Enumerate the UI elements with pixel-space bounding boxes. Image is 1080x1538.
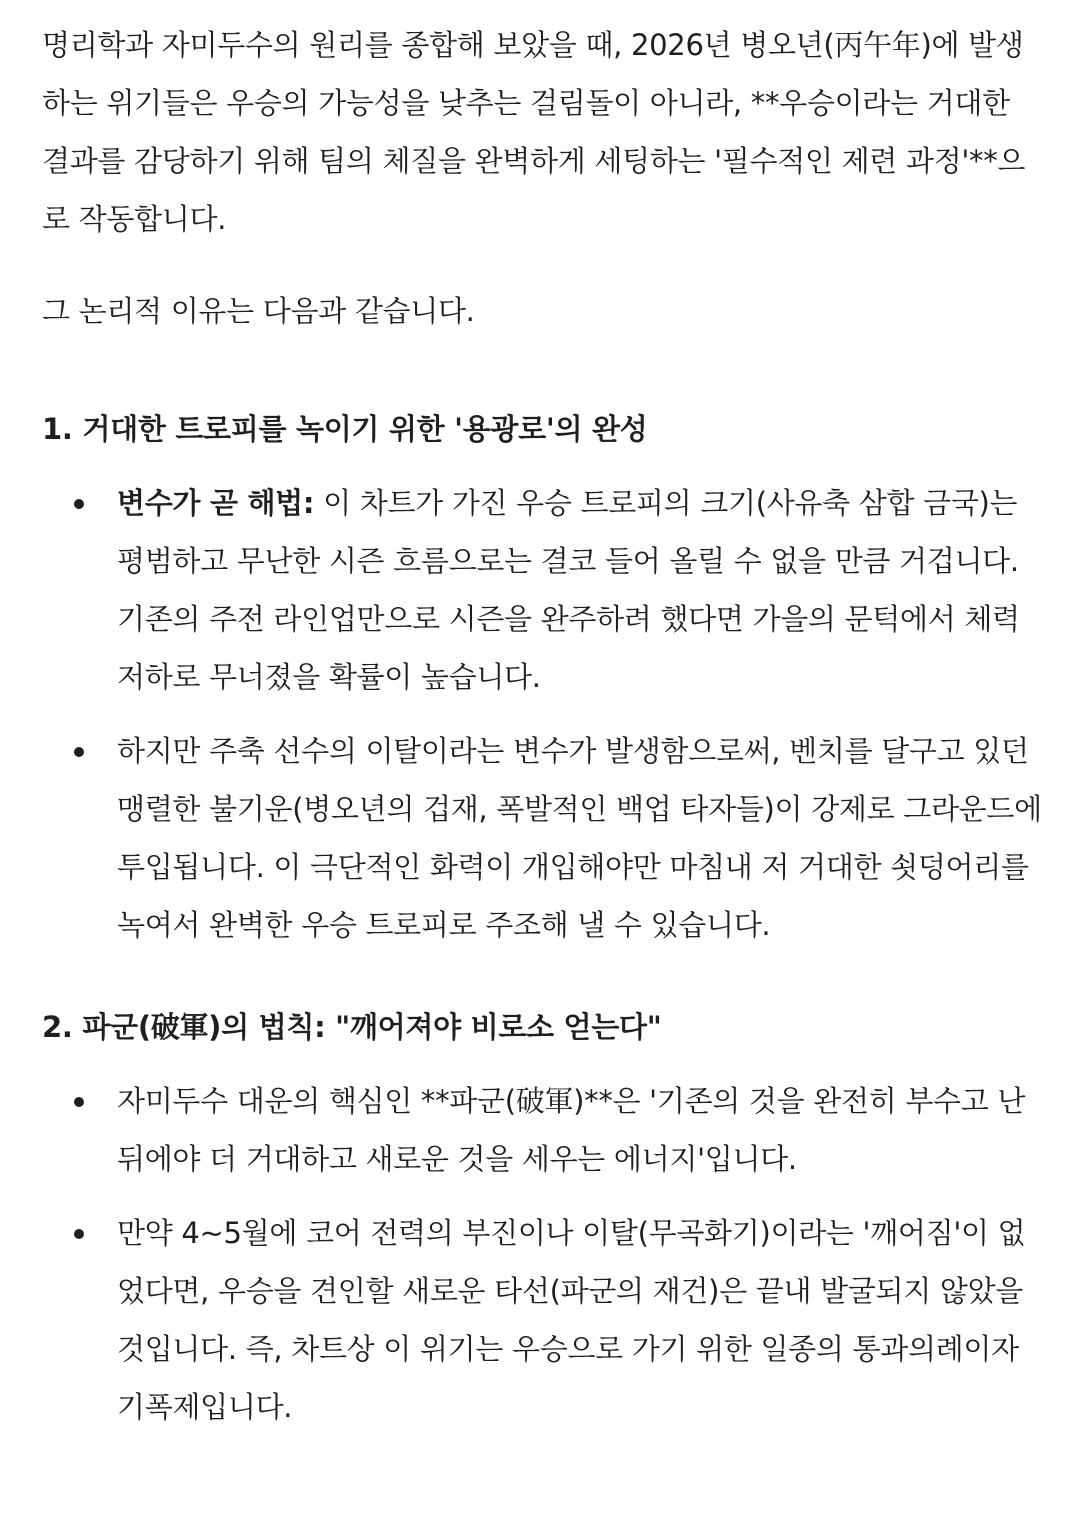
section-heading: 2. 파군(破軍)의 법칙: "깨어져야 비로소 얻는다" — [42, 1010, 662, 1044]
list-item — [42, 1072, 1042, 1188]
bullet-icon — [74, 1229, 84, 1239]
bullet-icon — [74, 1097, 84, 1107]
bullet-text: 이 차트가 가진 우승 트로피의 크기(사유축 삼합 금국)는 평범하고 무난한 시즌 흐름으로는 결코 들어 올릴 수 없을 만큼 거겁니다. 기존의 주전 라인업만으로 시즌을 완주하려 했다면 가을의 문턱에서 체력 저하로 무너졌을 확률이 높습니다. — [117, 486, 1020, 694]
section-pagun — [42, 998, 1042, 1436]
list-item — [42, 1204, 1042, 1436]
list-item — [42, 474, 1042, 706]
bullet-text: 만약 4~5월에 코어 전력의 부진이나 이탈(무곡화기)이라는 '깨어짐'이 없었다면, 우승을 견인할 새로운 타선(파군의 재건)은 끝내 발굴되지 않았을 것입니다. 즉, 차트상 이 위기는 우승으로 가기 위한 일종의 통과의례이자 기폭제입니다. — [117, 1216, 1026, 1424]
bullet-icon — [74, 499, 84, 509]
section-heading: 1. 거대한 트로피를 녹이기 위한 '용광로'의 완성 — [42, 412, 648, 446]
bullet-text: 하지만 주축 선수의 이탈이라는 변수가 발생함으로써, 벤치를 달구고 있던 맹렬한 불기운(병오년의 겁재, 폭발적인 백업 타자들)이 강제로 그라운드에 투입됩니다. 이 극단적인 화력이 개입해야만 마침내 저 거대한 쇳덩어리를 녹여서 완벽한 우승 트로피로 주조해 낼 수 있습니다. — [117, 734, 1042, 942]
bullet-list — [42, 1072, 1042, 1436]
answer-content — [42, 16, 1042, 1452]
intro-paragraph: 명리학과 자미두수의 원리를 종합해 보았을 때, 2026년 병오년(丙午年)에 발생하는 위기들은 우승의 가능성을 낮추는 걸림돌이 아니라, **우승이라는 거대한 결과를 감당하기 위해 팀의 체질을 완벽하게 세팅하는 '필수적인 제련 과정'**으로 작동합니다. — [42, 28, 1026, 236]
bullet-bold-label: 변수가 곧 해법: — [117, 486, 315, 520]
list-item — [42, 722, 1042, 954]
bullet-list — [42, 474, 1042, 954]
lead-paragraph: 그 논리적 이유는 다음과 같습니다. — [42, 294, 475, 328]
bullet-text: 자미두수 대운의 핵심인 **파군(破軍)**은 '기존의 것을 완전히 부수고 난 뒤에야 더 거대하고 새로운 것을 세우는 에너지'입니다. — [117, 1084, 1026, 1176]
bullet-icon — [74, 747, 84, 757]
section-furnace — [42, 400, 1042, 954]
